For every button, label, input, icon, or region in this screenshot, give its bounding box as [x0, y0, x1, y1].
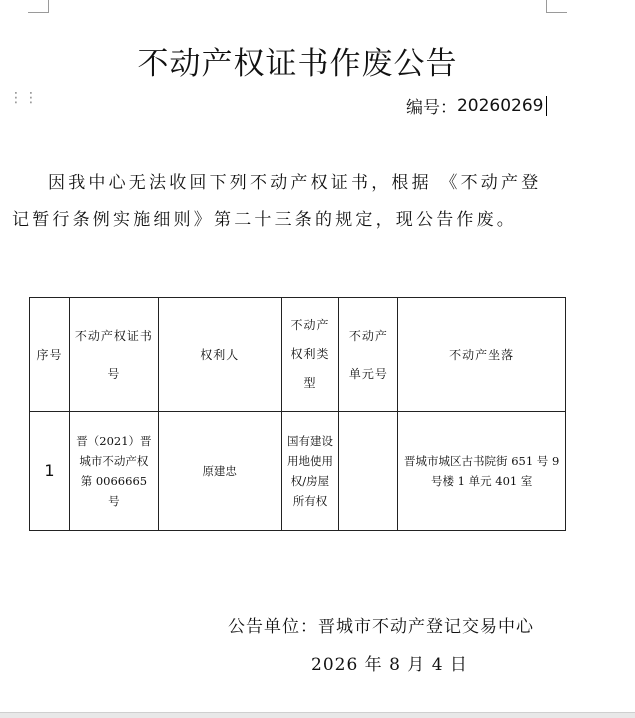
cell-location[interactable]: 晋城市城区古书院街 651 号 9 号楼 1 单元 401 室 — [398, 412, 566, 531]
cell-unit-no[interactable] — [339, 412, 398, 531]
page-corner-mark-right — [546, 0, 567, 13]
drag-handle-icon[interactable]: ⋮⋮ — [9, 90, 39, 106]
serial-value: 20260269 — [456, 95, 544, 116]
cell-cert-no[interactable]: 晋（2021）晋城市不动产权第 0066665 号 — [69, 412, 158, 531]
table-header-row — [30, 298, 566, 412]
text-cursor — [546, 96, 548, 116]
cell-right-type[interactable]: 国有建设用地使用权/房屋所有权 — [281, 412, 339, 531]
page-bottom-edge — [0, 712, 635, 718]
certificate-table — [29, 297, 566, 531]
notice-body[interactable]: 因我中心无法收回下列不动产权证书，根据 《不动产登记暂行条例实施细则》第二十三条的规定，现公告作废。 — [12, 173, 542, 230]
page-corner-mark-left — [28, 0, 49, 13]
notice-date[interactable]: 2026 年 8 月 4 日 — [311, 655, 468, 675]
header-right-type[interactable]: 不动产权利类型 — [281, 298, 339, 412]
serial-number[interactable] — [406, 93, 547, 118]
header-owner[interactable]: 权利人 — [158, 298, 281, 412]
header-seq[interactable]: 序号 — [30, 298, 70, 412]
document-title: 不动产权证书作废公告 — [137, 46, 458, 82]
cell-owner[interactable]: 原建忠 — [158, 412, 281, 531]
header-location[interactable]: 不动产坐落 — [398, 298, 566, 412]
serial-label: 编号： — [405, 98, 457, 118]
cell-seq[interactable]: 1 — [30, 412, 70, 531]
notice-unit[interactable]: 公告单位：晋城市不动产登记交易中心 — [228, 617, 534, 637]
header-cert-no[interactable]: 不动产权证书号 — [69, 298, 158, 412]
table-row — [30, 412, 566, 531]
header-unit-no[interactable]: 不动产单元号 — [339, 298, 398, 412]
